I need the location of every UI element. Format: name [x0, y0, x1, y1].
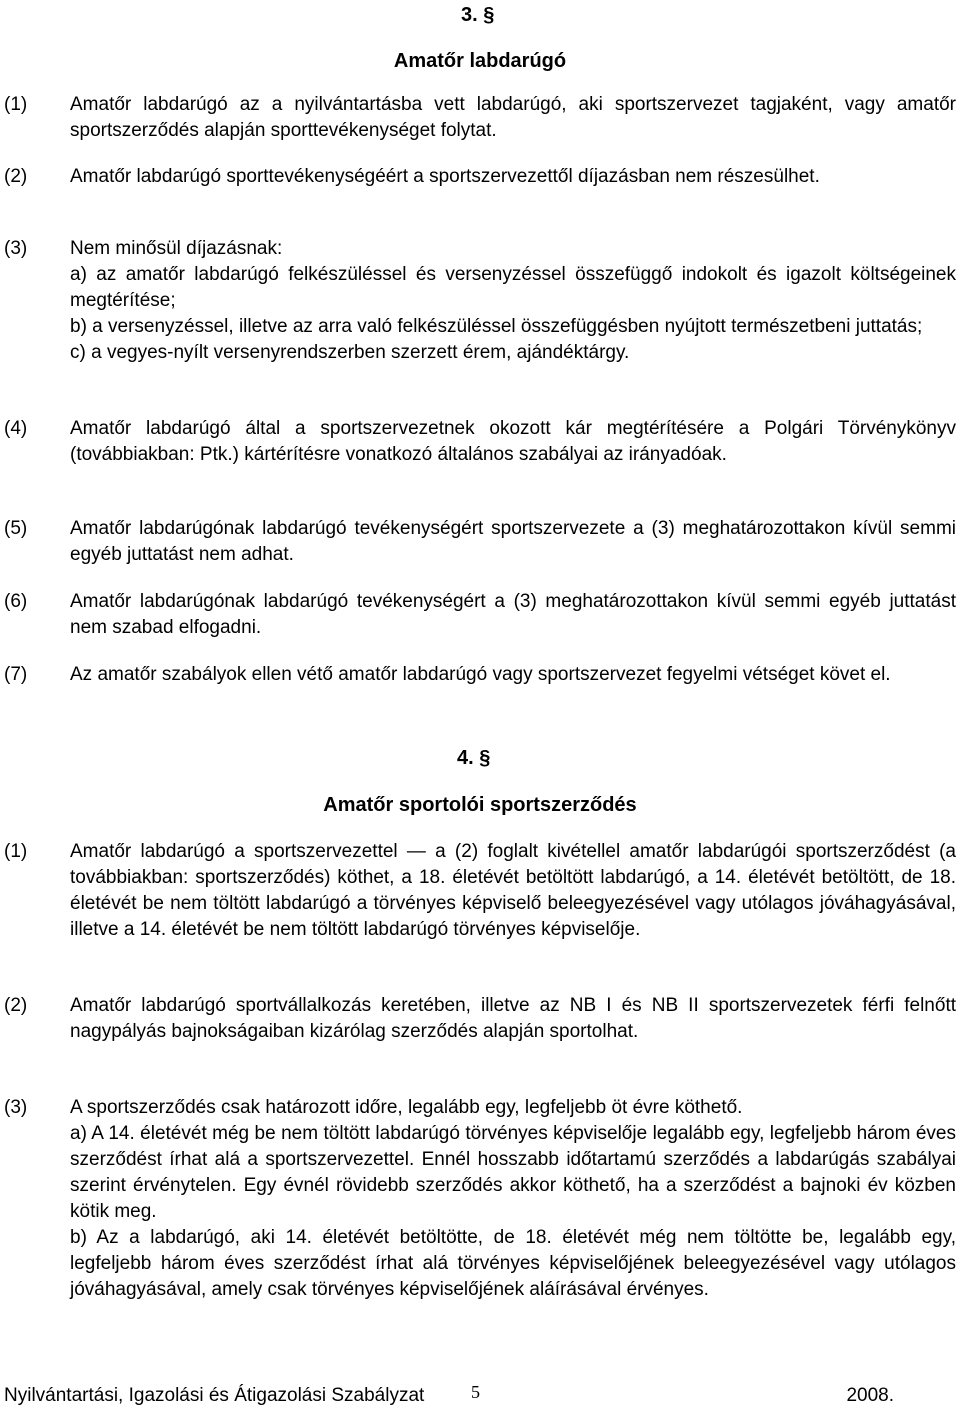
paragraph-number: (1)	[4, 841, 28, 862]
paragraph-body	[70, 1095, 956, 1303]
paragraph-number: (7)	[4, 664, 28, 685]
paragraph-number: (3)	[4, 238, 28, 259]
paragraph-text: Amatőr labdarúgó az a nyilvántartásba vett labdarúgó, aki sportszervezet tagjaként, vagy amatőr sportszerződés alapján sporttevékenységet folytat.	[70, 94, 956, 141]
paragraph-text: Amatőr labdarúgó a sportszervezettel — a (2) foglalt kivétellel amatőr labdarúgói sportszerződést (a továbbiakban: sportszerződés) köthet, a 18. életévét betöltött labdarúgó, a 14. életévét betöltött, de 18. életévét be nem töltött labdarúgó a törvényes képviselő beleegyezésével vagy utólagos jóváhagyásával, illetve a 14. életévét be nem töltött labdarúgó törvényes képviselője.	[70, 841, 956, 940]
paragraph-text: Amatőr labdarúgó sporttevékenységéért a sportszervezettől díjazásban nem részesülhet.	[70, 166, 820, 187]
paragraph-text: A sportszerződés csak határozott időre, legalább egy, legfeljebb öt évre köthető.	[70, 1097, 743, 1118]
paragraph-text: Amatőr labdarúgó által a sportszervezetnek okozott kár megtérítésére a Polgári Törvénykönyv (továbbiakban: Ptk.) kártérítésre vonatkozó általános szabályai az irányadóak.	[70, 418, 956, 465]
section-3-number: 3. §	[461, 4, 495, 26]
section-3-title: Amatőr labdarúgó	[393, 50, 567, 72]
paragraph-number: (4)	[4, 418, 28, 439]
paragraph-number: (6)	[4, 591, 28, 612]
paragraph-text: Nem minősül díjazásnak:	[70, 238, 283, 259]
list-item-a: a) A 14. életévét még be nem töltött labdarúgó törvényes képviselője legalább egy, legfeljebb három éves szerződést írhat alá a sportszervezettel. Ennél hosszabb időtartamú szerződés a labdarúgás szabályai szerint érvénytelen. Egy évnél rövidebb szerződés akkor köthető, ha a szerződést a bajnoki év közben kötik meg.	[70, 1123, 956, 1222]
list-item-b: b) a versenyzéssel, illetve az arra való felkészüléssel összefüggésben nyújtott természetbeni juttatás;	[70, 316, 923, 337]
list-item-b: b) Az a labdarúgó, aki 14. életévét betöltötte, de 18. életévét még nem töltötte be, legalább egy, legfeljebb három éves szerződést írhat alá törvényes képviselőjének beleegyezésével vagy utólagos jóváhagyásával, amely csak törvényes képviselőjének aláírásával érvényes.	[70, 1227, 956, 1300]
paragraph-number: (5)	[4, 518, 28, 539]
page-footer	[0, 1383, 960, 1413]
footer-page-number: 5	[471, 1382, 480, 1402]
footer-document-title: Nyilvántartási, Igazolási és Átigazolási Szabályzat	[4, 1385, 425, 1406]
paragraph-text: Az amatőr szabályok ellen vétő amatőr labdarúgó vagy sportszervezet fegyelmi vétséget követ el.	[70, 664, 891, 685]
paragraph-text: Amatőr labdarúgónak labdarúgó tevékenységért sportszervezete a (3) meghatározottakon kívül semmi egyéb juttatást nem adhat.	[70, 518, 956, 565]
paragraph-text: Amatőr labdarúgó sportvállalkozás keretében, illetve az NB I és NB II sportszervezetek férfi felnőtt nagypályás bajnokságaiban kizárólag szerződés alapján sportolhat.	[70, 995, 956, 1042]
footer-year: 2008.	[846, 1385, 894, 1406]
paragraph-number: (2)	[4, 166, 28, 187]
list-item-c: c) a vegyes-nyílt versenyrendszerben szerzett érem, ajándéktárgy.	[70, 342, 630, 363]
paragraph-number: (3)	[4, 1097, 28, 1118]
section-4-title: Amatőr sportolói sportszerződés	[323, 794, 637, 816]
paragraph-number: (1)	[4, 94, 28, 115]
paragraph-body	[70, 236, 956, 366]
list-item-a: a) az amatőr labdarúgó felkészüléssel és versenyzéssel összefüggő indokolt és igazolt költségeinek megtérítése;	[70, 264, 956, 311]
paragraph-number: (2)	[4, 995, 28, 1016]
paragraph-text: Amatőr labdarúgónak labdarúgó tevékenységért a (3) meghatározottakon kívül semmi egyéb juttatást nem szabad elfogadni.	[70, 591, 956, 638]
section-4-number: 4. §	[457, 747, 491, 769]
